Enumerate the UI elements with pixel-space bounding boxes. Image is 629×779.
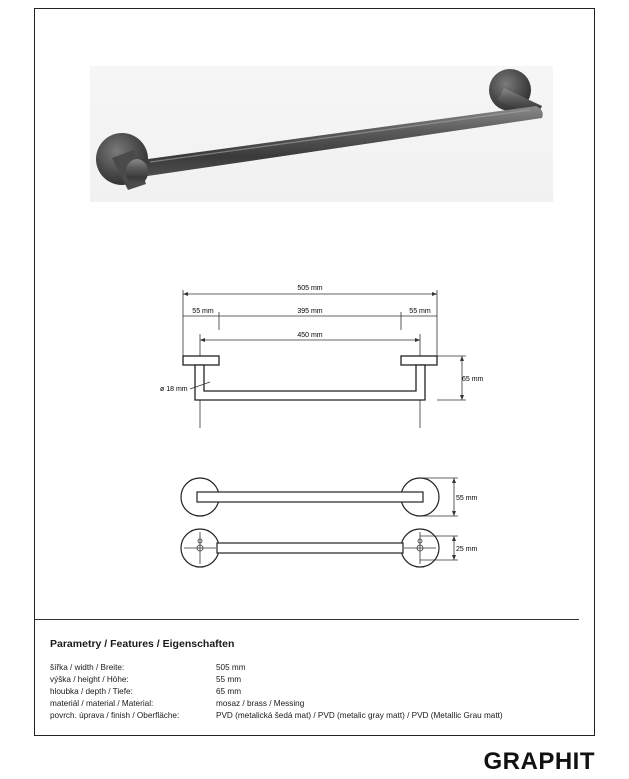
spec-label: výška / height / Höhe: [50,675,129,684]
spec-value: mosaz / brass / Messing [216,699,305,708]
spec-row-height [50,674,503,686]
spec-row-finish [50,710,503,722]
fixing-size-label: 25 mm [456,546,478,553]
height-label: 65 mm [462,376,484,383]
center-span-label: 395 mm [297,308,323,315]
section-divider [34,619,579,620]
left-offset-label: 55 mm [192,308,214,315]
right-offset-label: 55 mm [409,308,431,315]
spec-label: materiál / material / Material: [50,699,154,708]
spec-value: 55 mm [216,675,242,684]
brand-name: GRAPHIT [483,748,595,775]
spec-row-width [50,662,503,674]
spec-table [50,662,503,722]
plate-size-label: 55 mm [456,495,478,502]
mount-span-label: 450 mm [297,332,323,339]
spec-label: hloubka / depth / Tiefe: [50,687,133,696]
total-width-label: 505 mm [297,285,323,292]
spec-row-depth [50,686,503,698]
spec-label: šířka / width / Breite: [50,663,125,672]
features-heading: Parametry / Features / Eigenschaften [50,638,235,650]
spec-row-material [50,698,503,710]
spec-value: 505 mm [216,663,246,672]
spec-value: PVD (metalická šedá mat) / PVD (metalic gray matt) / PVD (Metallic Grau matt) [216,711,503,720]
spec-value: 65 mm [216,687,242,696]
diameter-label: ø 18 mm [160,386,188,393]
spec-label: povrch. úprava / finish / Oberfläche: [50,711,180,720]
